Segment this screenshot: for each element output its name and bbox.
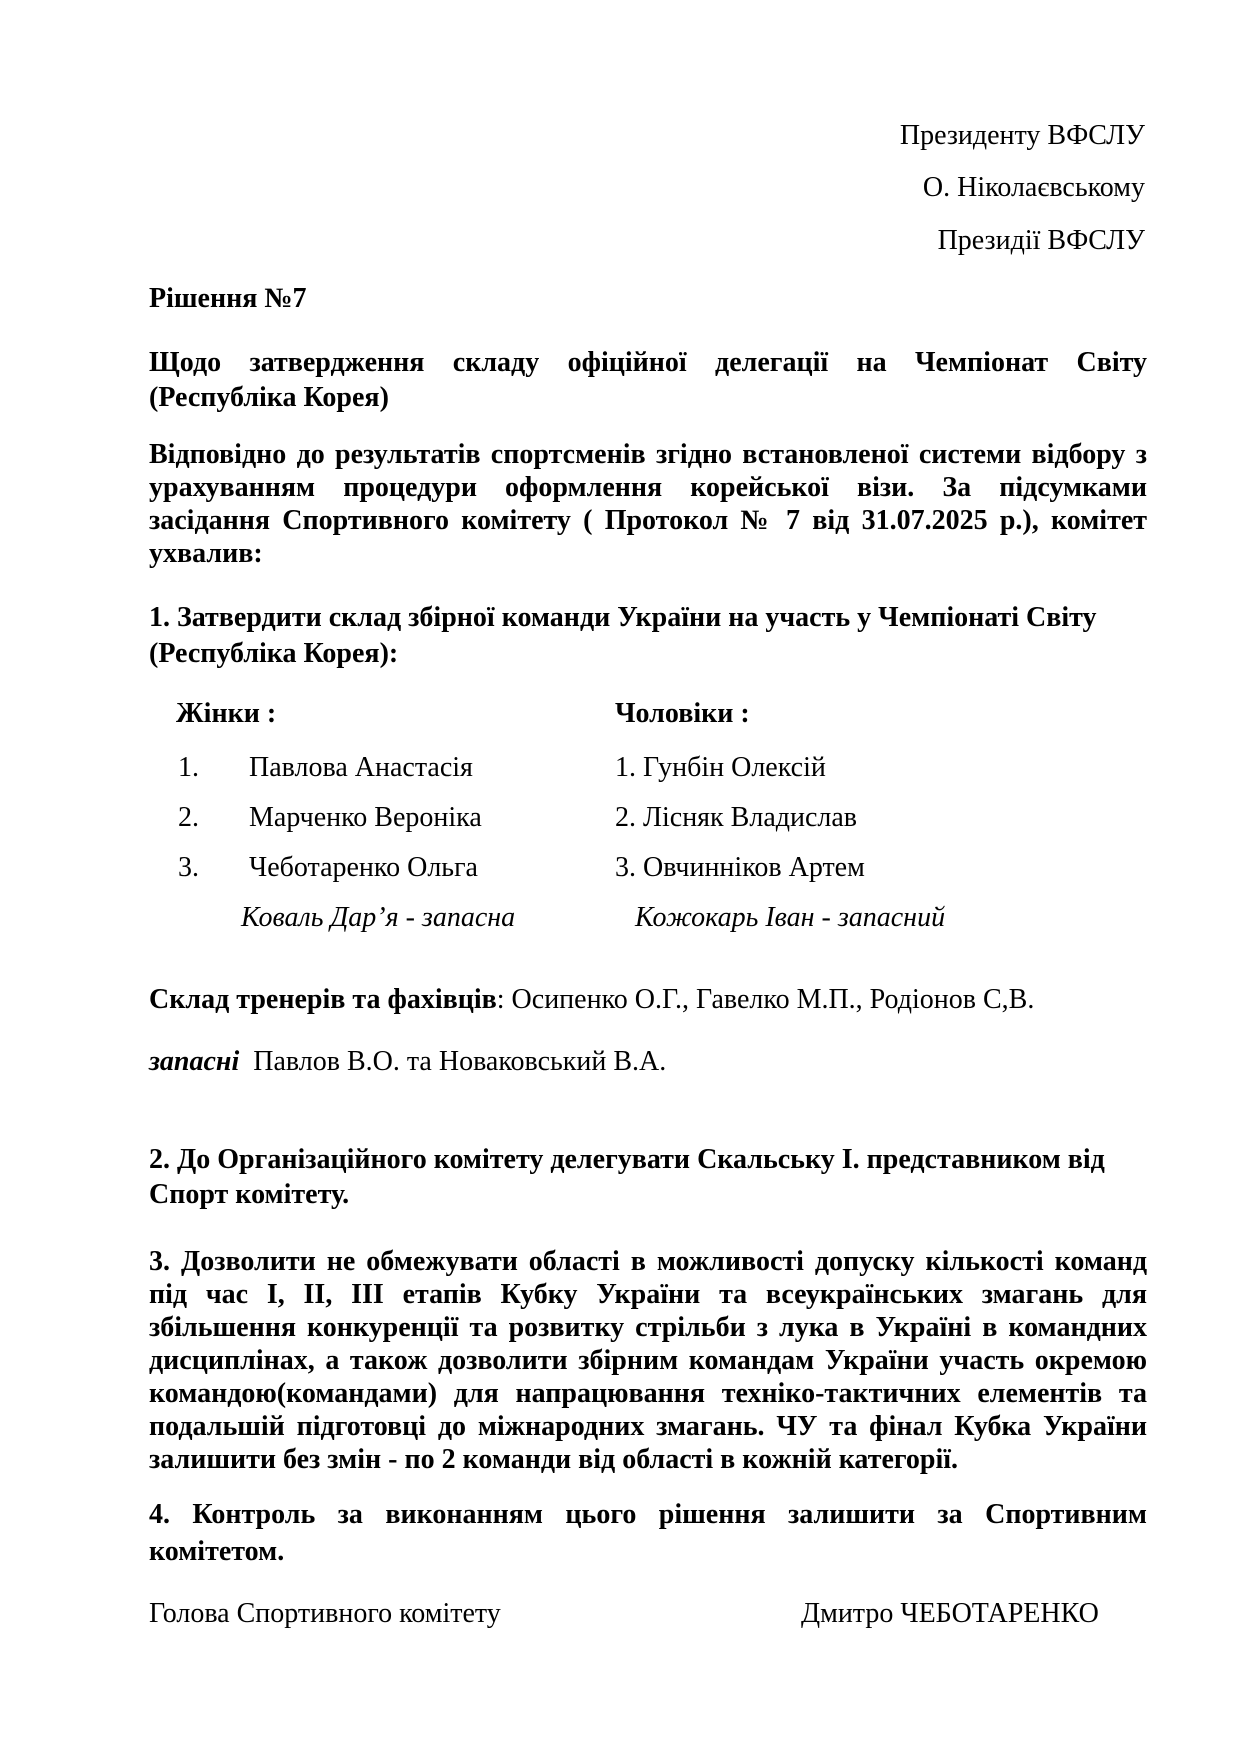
men-list-item: 3. Овчинніков Артем — [615, 852, 865, 883]
coaches-line — [149, 984, 1034, 1016]
signature-position: Голова Спортивного комітету — [149, 1598, 501, 1629]
men-reserve: Кожокарь Іван - запасний — [635, 902, 946, 933]
reserve-coaches-value: Павлов В.О. та Новаковський В.А. — [239, 1046, 667, 1077]
item-4-text: 4. Контроль за виконанням цього рішення залишити за Спортивним комітетом. — [149, 1499, 1147, 1567]
signature-name: Дмитро ЧЕБОТАРЕНКО — [801, 1598, 1099, 1629]
addressee-line-2: О. Ніколаєвському — [922, 172, 1145, 203]
men-header: Чоловіки : — [615, 698, 750, 729]
women-header: Жінки : — [176, 698, 277, 729]
women-item-number: 3. — [178, 852, 199, 883]
reserve-coaches-line — [149, 1046, 666, 1078]
decision-title: Рішення №7 — [149, 283, 307, 314]
women-item-number: 1. — [178, 752, 199, 783]
item-1-text: 1. Затвердити склад збірної команди України на участь у Чемпіонаті Світу (Республіка Корея): — [149, 602, 1097, 669]
addressee-line-3: Президії ВФСЛУ — [937, 225, 1145, 256]
coaches-value: : Осипенко О.Г., Гавелко М.П., Родіонов С,В. — [496, 984, 1035, 1015]
women-reserve: Коваль Дар’я - запасна — [241, 902, 516, 933]
decision-preamble: Відповідно до результатів спортсменів згідно встановленої системи відбору з урахуванням процедури оформлення корейської візи. За підсумками засідання Спортивного комітету ( Протокол № 7 від 31.07.2025 р.), комітет ухвалив: — [149, 439, 1147, 569]
women-item-name: Чеботаренко Ольга — [249, 852, 478, 883]
women-item-name: Марченко Вероніка — [249, 802, 482, 833]
men-list-item: 2. Лісняк Владислав — [615, 802, 858, 833]
item-2-text: 2. До Організаційного комітету делегувати Скальську І. представником від Спорт комітету. — [149, 1144, 1105, 1210]
reserve-coaches-label: запасні — [149, 1046, 240, 1077]
decision-subject: Щодо затвердження складу офіційної делегації на Чемпіонат Світу (Республіка Корея) — [149, 347, 1147, 413]
men-list-item: 1. Гунбін Олексій — [615, 752, 826, 783]
item-3-text: 3. Дозволити не обмежувати області в можливості допуску кількості команд під час І, ІІ, ІІІ етапів Кубку України та всеукраїнських змагань для збільшення конкуренції та розвитку стрільби з лука в Україні в командних дисциплінах, а також дозволити збірним командам України участь окремою командою(командами) для напрацювання техніко-тактичних елементів та подальшій підготовці до міжнародних змагань. ЧУ та фінал Кубка України залишити без змін - по 2 команди від області в кожній категорії. — [149, 1246, 1147, 1475]
coaches-label: Склад тренерів та фахівців — [149, 984, 497, 1015]
women-item-name: Павлова Анастасія — [249, 752, 473, 783]
women-item-number: 2. — [178, 802, 199, 833]
addressee-line-1: Президенту ВФСЛУ — [899, 120, 1145, 151]
